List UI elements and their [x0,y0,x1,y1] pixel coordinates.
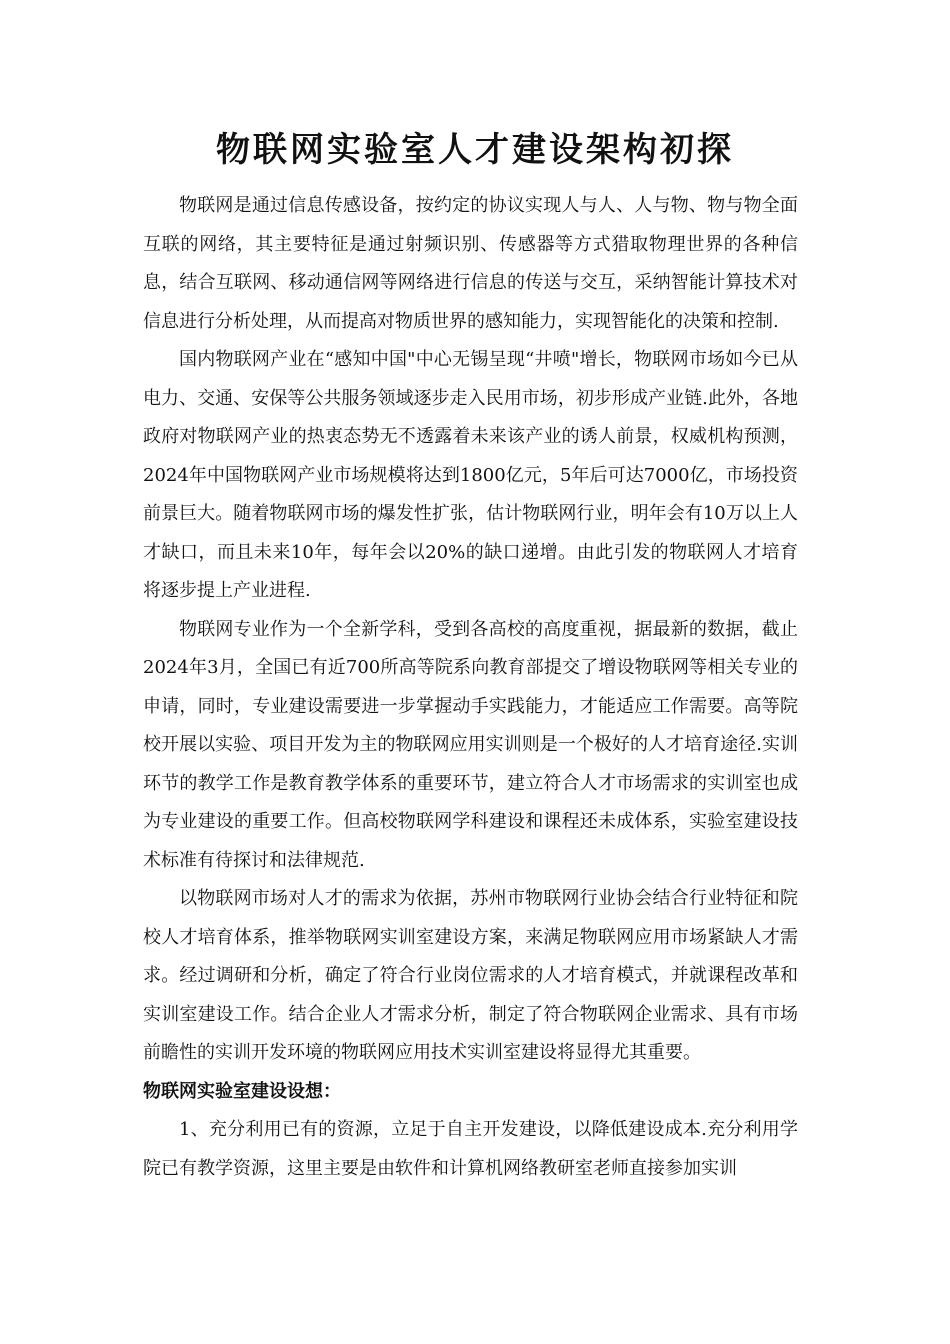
paragraph-iot-definition: 物联网是通过信息传感设备，按约定的协议实现人与人、人与物、物与物全面互联的网络，其主要特征是通过射频识别、传感器等方式猎取物理世界的各种信息，结合互联网、移动通信网等网络进行信息的传送与交互，采纳智能计算技术对信息进行分析处理，从而提高对物质世界的感知能力，实现智能化的决策和控制. [143,195,798,332]
document-title: 物联网实验室人才建设架构初探 [216,130,734,170]
paragraph-iot-major: 物联网专业作为一个全新学科，受到各高校的高度重视，据最新的数据，截止2024年3月，全国已有近700所高等院系向教育部提交了增设物联网等相关专业的申请，同时，专业建设需要进一步掌握动手实践能力，才能适应工作需要。高等院校开展以实验、项目开发为主的物联网应用实训则是一个极好的人才培育途径.实训环节的教学工作是教育教学体系的重要环节，建立符合人才市场需求的实训室也成为专业建设的重要工作。但高校物联网学科建设和课程还未成体系，实验室建设技术标准有待探讨和法律规范. [143,618,798,871]
document-body [143,187,798,1188]
paragraph-section-item-1: 1、充分利用已有的资源，立足于自主开发建设，以降低建设成本.充分利用学院已有教学资源，这里主要是由软件和计算机网络教研室老师直接参加实训 [143,1119,798,1179]
section-heading: 物联网实验室建设设想： [143,1080,341,1102]
paragraph-domestic-industry: 国内物联网产业在“感知中国"中心无锡呈现“井喷"增长，物联网市场如今已从电力、交通、安保等公共服务领域逐步走入民用市场，初步形成产业链.此外，各地政府对物联网产业的热衷态势无不透露着未来该产业的诱人前景，权威机构预测，2024年中国物联网产业市场规模将达到1800亿元，5年后可达7000亿，市场投资前景巨大。随着物联网市场的爆发性扩张，估计物联网行业，明年会有10万以上人才缺口，而且未来10年，每年会以20%的缺口递增。由此引发的物联网人才培育将逐步提上产业进程. [143,349,798,601]
paragraph-talent-demand: 以物联网市场对人才的需求为依据，苏州市物联网行业协会结合行业特征和院校人才培育体系，推举物联网实训室建设方案，来满足物联网应用市场紧缺人才需求。经过调研和分析，确定了符合行业岗位需求的人才培育模式，并就课程改革和实训室建设工作。结合企业人才需求分析，制定了符合物联网企业需求、具有市场前瞻性的实训开发环境的物联网应用技术实训室建设将显得尤其重要。 [143,888,798,1063]
